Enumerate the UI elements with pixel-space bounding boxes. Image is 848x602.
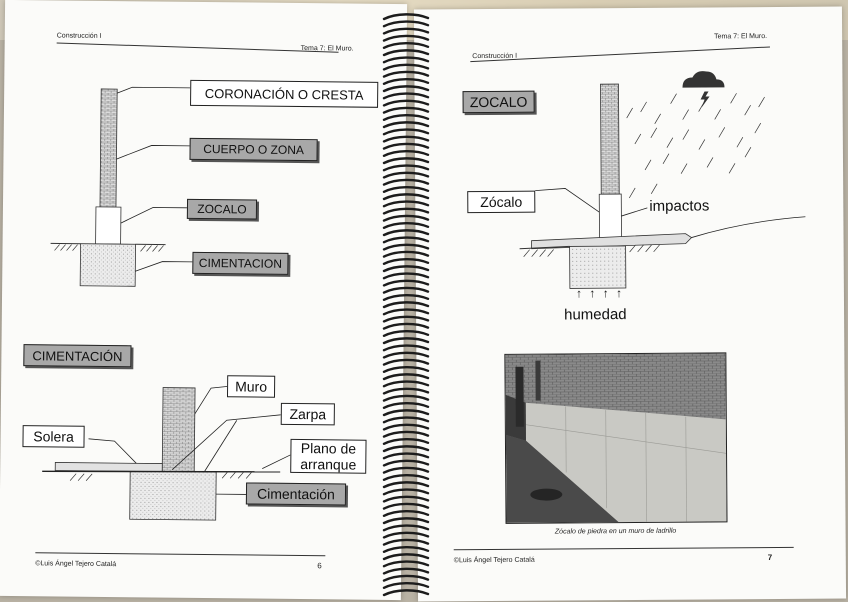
label-zocalo-left: ZOCALO [187, 199, 257, 220]
spiral-coil [384, 151, 428, 156]
spiral-coil [384, 562, 428, 567]
right-foundation-shape [570, 246, 626, 288]
spiral-coil [384, 547, 428, 552]
spiral-coil [384, 425, 428, 430]
label-cuerpo: CUERPO O ZONA [189, 138, 317, 161]
spiral-coil [384, 238, 428, 243]
spiral-coil [384, 166, 428, 171]
spiral-coil [384, 230, 428, 235]
foundation-shape [80, 244, 135, 287]
spiral-coil [384, 396, 428, 401]
spiral-coil [384, 446, 428, 451]
spiral-coil [384, 72, 428, 77]
spiral-coil [384, 50, 428, 55]
spiral-coil [384, 454, 428, 459]
right-wall-shape [600, 84, 619, 194]
solera-slab-shape [55, 462, 162, 471]
spiral-coil [384, 180, 428, 185]
spiral-coil [384, 518, 428, 523]
spiral-coil [384, 43, 428, 48]
spiral-coil [384, 252, 428, 257]
left-footer-copyright: ©Luis Ángel Tejero Catalá [35, 560, 116, 568]
spiral-coil [384, 324, 428, 329]
spiral-coil [384, 266, 428, 271]
left-page [0, 0, 407, 600]
spiral-coil [384, 108, 428, 113]
spiral-coil [384, 540, 428, 545]
right-footer-copyright: ©Luis Ángel Tejero Catalá [454, 557, 535, 565]
spiral-coil [384, 194, 428, 199]
spiral-coil [384, 439, 428, 444]
left-header-course: Construcción I [57, 32, 102, 39]
spiral-coil [384, 403, 428, 408]
spiral-coil [384, 144, 428, 149]
spiral-coil [384, 223, 428, 228]
spiral-coil [384, 281, 428, 286]
moisture-arrows: ↑ ↑ ↑ ↑ [576, 286, 624, 300]
spiral-coil [384, 374, 428, 379]
spiral-coil [384, 259, 428, 264]
label-cimentacion-top: CIMENTACION [192, 252, 288, 275]
spiral-coil [384, 130, 428, 135]
spiral-coil [384, 418, 428, 423]
spiral-coil [384, 590, 428, 595]
label-zarpa: Zarpa [281, 403, 335, 426]
spiral-coil [384, 382, 428, 387]
foundation-bottom-shape [130, 471, 216, 520]
spiral-coil [384, 533, 428, 538]
spiral-coil [384, 583, 428, 588]
label-impactos: impactos [649, 197, 709, 214]
spiral-coil [384, 173, 428, 178]
label-coronacion: CORONACIÓN O CRESTA [190, 80, 378, 108]
spiral-coil [384, 461, 428, 466]
spiral-coil [384, 504, 428, 509]
spiral-coil [384, 490, 428, 495]
spiral-coil [384, 554, 428, 559]
spiral-coil [384, 511, 428, 516]
left-page-number: 6 [317, 561, 322, 570]
spiral-coil [384, 576, 428, 581]
spiral-coil [384, 367, 428, 372]
label-solera: Solera [22, 425, 84, 448]
right-page-number: 7 [768, 553, 773, 562]
spiral-coil [384, 331, 428, 336]
spiral-coil [384, 360, 428, 365]
spiral-binding [376, 0, 436, 601]
left-header-topic: Tema 7: El Muro. [301, 45, 354, 53]
spiral-coil [384, 482, 428, 487]
spiral-coil [384, 274, 428, 279]
spiral-coil [384, 101, 428, 106]
spiral-coil [384, 497, 428, 502]
spiral-coil [384, 346, 428, 351]
spiral-coil [384, 209, 428, 214]
spiral-coil [384, 36, 428, 41]
wall-body-shape [100, 89, 117, 207]
spiral-coil [384, 310, 428, 315]
spiral-coil [384, 432, 428, 437]
photo-caption: Zócalo de piedra en un muro de ladrillo [506, 527, 726, 536]
right-header-topic: Tema 7: El Muro. [714, 33, 767, 40]
plinth-shape [96, 207, 121, 244]
label-cimentacion-bottom: Cimentación [246, 482, 346, 505]
spiral-coil [384, 288, 428, 293]
spiral-coil [384, 79, 428, 84]
right-plinth-shape [599, 194, 621, 240]
spiral-coil [384, 14, 428, 19]
spiral-coil [384, 158, 428, 163]
spiral-coil [384, 468, 428, 473]
label-zocalo-title: ZOCALO [463, 91, 535, 114]
spiral-coil [384, 389, 428, 394]
spiral-coil [384, 187, 428, 192]
spiral-coil [384, 475, 428, 480]
label-muro: Muro [227, 375, 275, 398]
label-zocalo-right: Zócalo [467, 191, 535, 213]
spiral-coil [384, 137, 428, 142]
spiral-coil [384, 65, 428, 70]
right-page [414, 7, 846, 602]
spiral-coil [384, 22, 428, 27]
label-humedad: humedad [564, 306, 627, 323]
spiral-coil [384, 216, 428, 221]
spiral-coil [384, 202, 428, 207]
spiral-coil [384, 338, 428, 343]
spiral-coil [384, 526, 428, 531]
spiral-coil [384, 115, 428, 120]
spiral-coil [384, 86, 428, 91]
spiral-coil [384, 317, 428, 322]
spiral-coil [384, 245, 428, 250]
spiral-coil [384, 94, 428, 99]
wall-muro-shape [162, 388, 195, 472]
spiral-coil [384, 29, 428, 34]
spiral-coil [384, 410, 428, 415]
wall-photo [504, 352, 727, 524]
spiral-coil [384, 58, 428, 63]
spiral-coil [384, 295, 428, 300]
spiral-coil [384, 353, 428, 358]
spiral-coil [384, 569, 428, 574]
label-cimentacion-title: CIMENTACIÓN [23, 344, 131, 367]
spiral-coil [384, 302, 428, 307]
spiral-coil [384, 122, 428, 127]
right-header-course: Construcción I [472, 53, 517, 60]
label-plano-arranque: Plano de arranque [290, 439, 366, 474]
